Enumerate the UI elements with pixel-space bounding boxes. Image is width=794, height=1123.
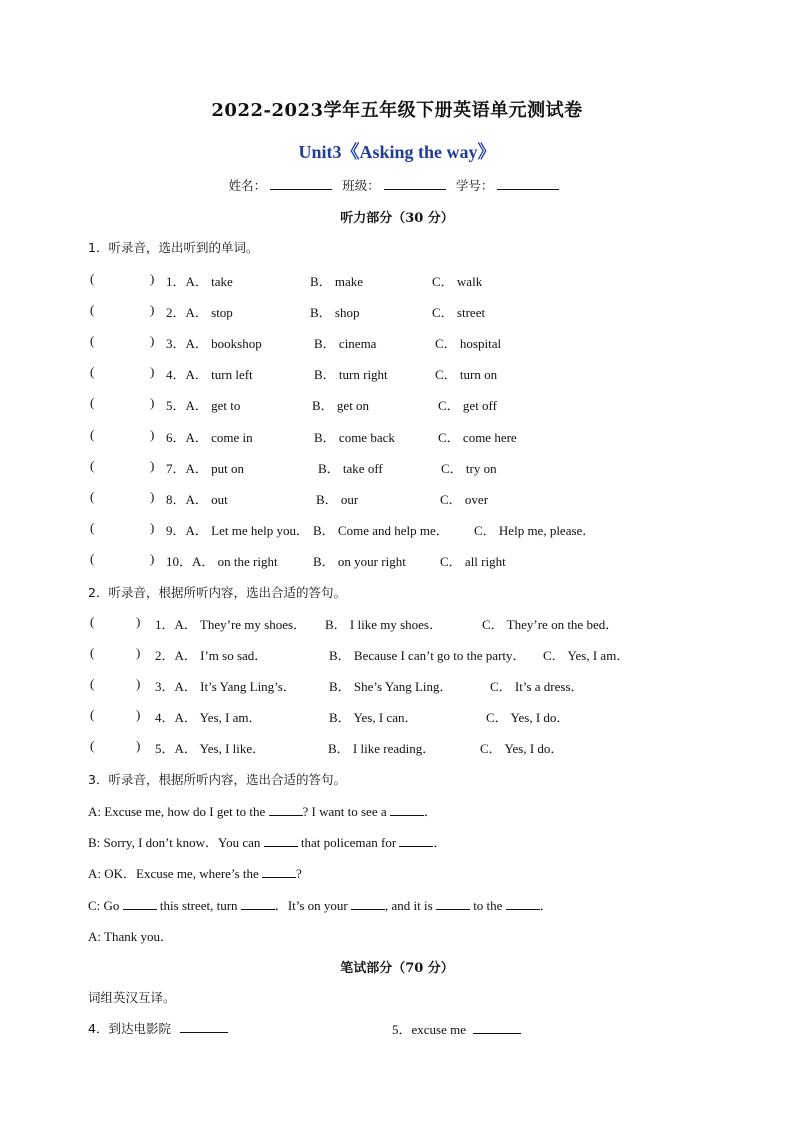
dialogue-line-5 xyxy=(88,926,173,945)
option-c[interactable]: C． street xyxy=(432,305,486,321)
option-c[interactable]: C． Yes, I do． xyxy=(480,741,564,757)
answer-blank[interactable] xyxy=(241,898,275,910)
answer-blank[interactable] xyxy=(506,898,540,910)
dialogue-text: ． xyxy=(539,898,553,913)
answer-paren-close: ) xyxy=(150,364,155,380)
dialogue-line-2 xyxy=(88,832,446,851)
option-a[interactable]: 10．A． on the right xyxy=(166,553,278,569)
dialogue-text: A: Thank you． xyxy=(88,929,173,944)
option-c[interactable]: C． It’s a dress． xyxy=(490,679,584,695)
answer-paren-close: ) xyxy=(150,550,155,566)
option-b[interactable]: B． turn right xyxy=(314,367,388,383)
option-b[interactable]: B． take off xyxy=(318,460,383,476)
answer-blank[interactable] xyxy=(269,804,303,816)
answer-blank[interactable] xyxy=(262,866,296,878)
option-b[interactable]: B． I like reading． xyxy=(328,741,436,757)
answer-paren-close: ) xyxy=(136,676,141,692)
option-a[interactable]: 2．A． I’m so sad． xyxy=(155,648,268,664)
id-label: 学号： xyxy=(455,178,494,193)
option-a[interactable]: 5．A． get to xyxy=(166,398,241,414)
option-b[interactable]: B． I like my shoes． xyxy=(325,617,442,632)
answer-blank[interactable] xyxy=(123,898,157,910)
answer-paren-open: ( xyxy=(90,302,95,318)
name-blank[interactable] xyxy=(270,177,332,190)
option-c[interactable]: C． get off xyxy=(438,398,497,414)
dialogue-text: B: Sorry, I don’t know．You can xyxy=(88,835,264,850)
answer-paren-open: ( xyxy=(90,333,95,349)
answer-paren-close: ) xyxy=(136,738,141,754)
answer-blank[interactable] xyxy=(264,835,298,847)
q1-instruction: 1．听录音，选出听到的单词。 xyxy=(88,240,259,255)
writing-item-4 xyxy=(88,1019,228,1037)
dialogue-text: C: Go xyxy=(88,898,123,913)
answer-blank[interactable] xyxy=(390,804,424,816)
option-c[interactable]: C． over xyxy=(440,491,489,507)
option-b[interactable]: B． on your right xyxy=(313,553,406,569)
answer-paren-close: ) xyxy=(150,302,155,318)
option-b[interactable]: B． Because I can’t go to the party． xyxy=(329,648,526,664)
option-c[interactable]: C． hospital xyxy=(435,336,502,352)
answer-paren-close: ) xyxy=(150,519,155,535)
answer-paren-close: ) xyxy=(136,614,141,629)
class-label: 班级： xyxy=(342,178,380,193)
item-4-blank[interactable] xyxy=(180,1021,228,1033)
student-info-row xyxy=(0,176,794,194)
option-b[interactable]: B． come back xyxy=(314,429,395,445)
dialogue-text: ． xyxy=(423,804,437,819)
answer-paren-close: ) xyxy=(150,395,155,411)
option-a[interactable]: 1．A． take xyxy=(166,274,233,289)
option-a[interactable]: 8．A． out xyxy=(166,491,228,507)
name-label: 姓名： xyxy=(228,178,267,193)
class-blank[interactable] xyxy=(384,177,446,190)
answer-paren-close: ) xyxy=(150,457,155,473)
answer-paren-open: ( xyxy=(90,395,95,411)
dialogue-text: to the xyxy=(469,898,506,913)
answer-paren-open: ( xyxy=(90,738,95,754)
dialogue-text: that policeman for xyxy=(297,835,400,850)
option-a[interactable]: 3．A． bookshop xyxy=(166,336,262,352)
answer-paren-open: ( xyxy=(90,457,95,473)
answer-paren-close: ) xyxy=(150,426,155,442)
option-c[interactable]: C． try on xyxy=(441,460,497,476)
option-a[interactable]: 3．A． It’s Yang Ling’s． xyxy=(155,679,296,695)
option-a[interactable]: 9．A． Let me help you． xyxy=(166,522,309,538)
answer-blank[interactable] xyxy=(399,835,433,847)
dialogue-text: ．It’s on your xyxy=(274,898,352,913)
id-blank[interactable] xyxy=(497,177,559,190)
option-b[interactable]: B． shop xyxy=(310,305,360,321)
answer-paren-close: ) xyxy=(136,707,141,723)
option-b[interactable]: B． make xyxy=(310,274,364,289)
answer-paren-open: ( xyxy=(90,614,95,629)
option-c[interactable]: C． come here xyxy=(438,429,517,445)
option-c[interactable]: C． Yes, I do． xyxy=(486,710,570,726)
item-4-prompt: 4．到达电影院 xyxy=(88,1021,171,1036)
option-b[interactable]: B． Come and help me． xyxy=(313,522,449,538)
writing-instruction: 词组英汉互译。 xyxy=(88,990,176,1005)
option-a[interactable]: 4．A． turn left xyxy=(166,367,253,383)
unit-subtitle: Unit3《Asking the way》 xyxy=(298,142,496,162)
writing-heading: 笔试部分（70 分） xyxy=(340,961,454,976)
answer-paren-close: ) xyxy=(150,333,155,349)
dialogue-line-1 xyxy=(88,801,437,820)
option-b[interactable]: B． She’s Yang Ling． xyxy=(329,679,453,695)
option-c[interactable]: C． all right xyxy=(440,553,506,569)
dialogue-text: A: Excuse me, how do I get to the xyxy=(88,804,269,819)
answer-paren-open: ( xyxy=(90,364,95,380)
answer-paren-close: ) xyxy=(136,645,141,661)
option-c[interactable]: C． Yes, I am． xyxy=(543,648,630,664)
option-a[interactable]: 6．A． come in xyxy=(166,429,253,445)
option-c[interactable]: C． They’re on the bed． xyxy=(482,617,619,632)
answer-paren-open: ( xyxy=(90,271,95,286)
listening-heading: 听力部分（30 分） xyxy=(340,211,454,226)
dialogue-text: this street, turn xyxy=(156,898,241,913)
answer-paren-open: ( xyxy=(90,645,95,661)
option-c[interactable]: C． turn on xyxy=(435,367,498,383)
answer-blank[interactable] xyxy=(351,898,385,910)
option-a[interactable]: 2．A． stop xyxy=(166,305,233,321)
dialogue-text: , and it is xyxy=(385,898,436,913)
option-c[interactable]: C． walk xyxy=(432,274,483,289)
q2-instruction: 2．听录音，根据所听内容，选出合适的答句。 xyxy=(88,585,346,600)
q3-instruction: 3．听录音，根据所听内容，选出合适的答句。 xyxy=(88,772,346,787)
item-5-prompt: 5．excuse me xyxy=(392,1022,467,1037)
dialogue-text: ? xyxy=(296,866,302,881)
answer-paren-open: ( xyxy=(90,676,95,692)
dialogue-text: ? I want to see a xyxy=(302,804,390,819)
answer-paren-close: ) xyxy=(150,271,155,286)
item-5-blank[interactable] xyxy=(473,1022,521,1034)
writing-item-5 xyxy=(392,1019,521,1038)
option-b[interactable]: B． Yes, I can． xyxy=(329,710,418,726)
option-b[interactable]: B． our xyxy=(316,491,359,507)
option-a[interactable]: 4．A． Yes, I am． xyxy=(155,710,262,726)
option-a[interactable]: 5．A． Yes, I like． xyxy=(155,741,266,757)
dialogue-line-4 xyxy=(88,895,553,914)
option-b[interactable]: B． cinema xyxy=(314,336,377,352)
answer-blank[interactable] xyxy=(436,898,470,910)
answer-paren-close: ) xyxy=(150,488,155,504)
dialogue-text: ． xyxy=(433,835,447,850)
exam-title: 2022-2023学年五年级下册英语单元测试卷 xyxy=(211,100,583,121)
dialogue-line-3 xyxy=(88,863,302,882)
answer-paren-open: ( xyxy=(90,519,95,535)
option-c[interactable]: C． Help me, please． xyxy=(474,522,596,538)
dialogue-text: A: OK．Excuse me, where’s the xyxy=(88,866,263,881)
option-a[interactable]: 1．A． They’re my shoes． xyxy=(155,617,307,632)
answer-paren-open: ( xyxy=(90,488,95,504)
option-b[interactable]: B． get on xyxy=(312,398,370,414)
answer-paren-open: ( xyxy=(90,707,95,723)
option-a[interactable]: 7．A． put on xyxy=(166,460,245,476)
answer-paren-open: ( xyxy=(90,426,95,442)
answer-paren-open: ( xyxy=(90,550,95,566)
